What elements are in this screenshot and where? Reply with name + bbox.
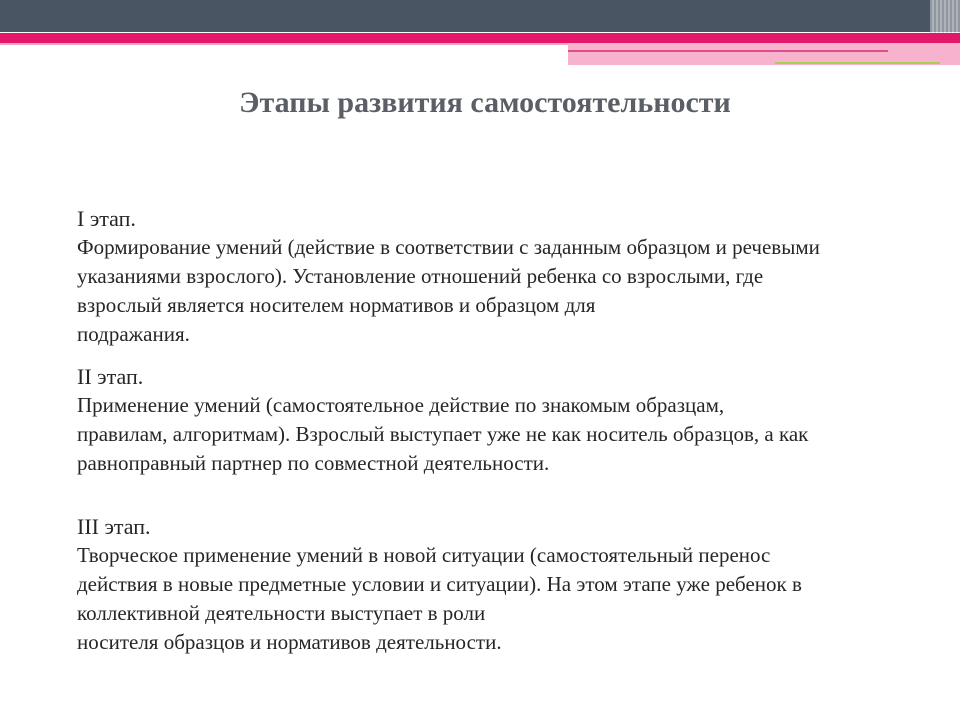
stage-3-title: III этап. — [77, 514, 151, 539]
stage-2-line-3: равноправный партнер по совместной деятельности. — [77, 451, 550, 475]
accent-band — [0, 33, 960, 43]
slide-title: Этапы развития самостоятельности — [239, 86, 731, 119]
stage-2-title: II этап. — [77, 364, 144, 389]
stage-2-line-2: правилам, алгоритмам). Взрослый выступает уже не как носитель образцов, а как — [77, 422, 809, 446]
accent-line-green — [775, 62, 940, 64]
stage-3-line-3: коллективной деятельности выступает в роли — [77, 601, 486, 625]
stage-2 — [77, 362, 937, 478]
stage-3 — [77, 512, 937, 657]
stage-2-line-1: Применение умений (самостоятельное действие по знакомым образцам, — [77, 393, 725, 417]
stage-3-line-2: действия в новые предметные условии и ситуации). На этом этапе уже ребенок в — [77, 572, 802, 596]
stage-1-title: I этап. — [77, 206, 136, 231]
stage-3-line-4: носителя образцов и нормативов деятельности. — [77, 630, 502, 654]
accent-line-pink — [568, 50, 888, 52]
stage-3-line-1: Творческое применение умений в новой ситуации (самостоятельный перенос — [77, 543, 771, 567]
stage-1-line-2: указаниями взрослого). Установление отношений ребенка со взрослыми, где — [77, 264, 764, 288]
stage-1 — [77, 204, 937, 349]
stage-1-line-3: взрослый является носителем нормативов и образцом для — [77, 293, 596, 317]
stage-1-line-4: подражания. — [77, 322, 190, 346]
header-bar — [0, 0, 960, 32]
stage-1-line-1: Формирование умений (действие в соответствии с заданным образцом и речевыми — [77, 235, 820, 259]
accent-line-soft — [0, 43, 568, 45]
